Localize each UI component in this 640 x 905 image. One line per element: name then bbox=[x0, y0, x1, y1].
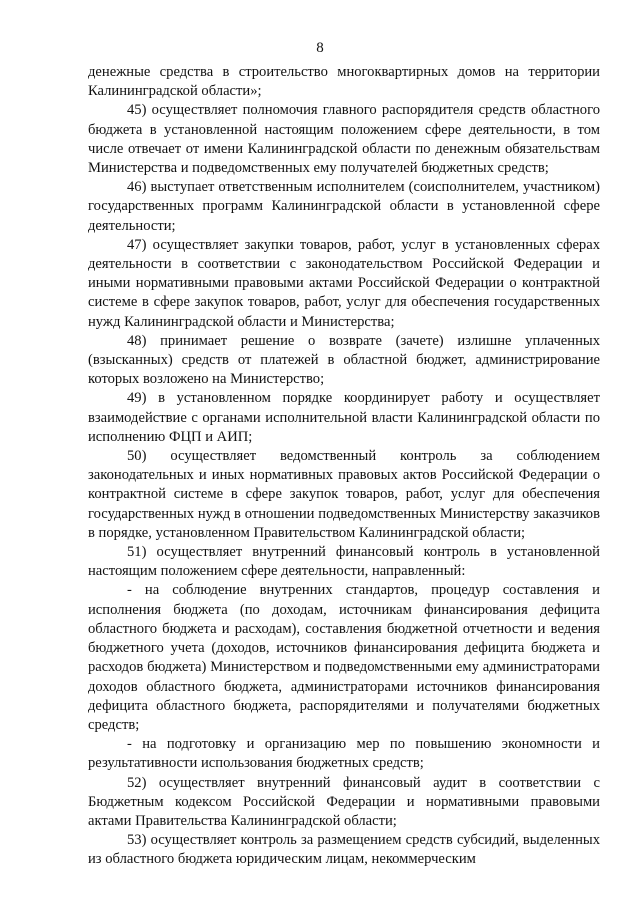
paragraph-item-53: 53) осуществляет контроль за размещением средств субсидий, выделенных из областного бюджета юридическим лицам, некоммерческим bbox=[88, 832, 600, 868]
paragraph-continuation: денежные средства в строительство многоквартирных домов на территории Калининградской области»; bbox=[88, 64, 600, 100]
paragraph-item-48: 48) принимает решение о возврате (зачете) излишне уплаченных (взысканных) средств от платежей в областной бюджет, администрирование которых возложено на Министерство; bbox=[88, 332, 600, 388]
paragraph-item-49: 49) в установленном порядке координирует работу и осуществляет взаимодействие с органами исполнительной власти Калининградской области по исполнению ФЦП и АИП; bbox=[88, 390, 600, 445]
paragraph-item-51-dash-2: - на подготовку и организацию мер по повышению экономности и результативности использования бюджетных средств; bbox=[88, 736, 600, 772]
document-body bbox=[88, 63, 600, 870]
paragraph-item-52: 52) осуществляет внутренний финансовый аудит в соответствии с Бюджетным кодексом Российской Федерации и нормативными правовыми актами Правительства Калининградской области; bbox=[88, 774, 600, 829]
paragraph-item-45: 45) осуществляет полномочия главного распорядителя средств областного бюджета в установленной настоящим положением сфере деятельности, в том числе отвечает от имени Калининградской области по денежным обязательствам Министерства и подведомственных ему получателей бюджетных средств; bbox=[88, 102, 600, 177]
paragraph-item-51: 51) осуществляет внутренний финансовый контроль в установленной настоящим положением сфере деятельности, направленный: bbox=[88, 544, 600, 580]
paragraph-item-46: 46) выступает ответственным исполнителем (соисполнителем, участником) государственных программ Калининградской области в установленной сфере деятельности; bbox=[88, 179, 600, 234]
paragraph-item-47: 47) осуществляет закупки товаров, работ, услуг в установленных сферах деятельности в соответствии с законодательством Российской Федерации и иными нормативными правовыми актами Российской Федерации о контрактной системе в сфере закупок товаров, работ, услуг для обеспечения государственных нужд Калининградской области и Министерства; bbox=[88, 236, 600, 330]
paragraph-item-50: 50) осуществляет ведомственный контроль за соблюдением законодательных и иных нормативных правовых актов Российской Федерации о контрактной системе в сфере закупок товаров, работ, услуг для обеспечения государственных нужд в отношении подведомственных Министерству заказчиков в порядке, установленном Правительством Калининградской области; bbox=[88, 448, 600, 541]
page-number: 8 bbox=[316, 40, 324, 56]
paragraph-item-51-dash-1: - на соблюдение внутренних стандартов, процедур составления и исполнения бюджета (по доходам, источникам финансирования дефицита областного бюджета и расходам), составления бюджетной отчетности и ведения бюджетного учета (доходов, источников финансирования дефицита бюджета и расходов бюджета) Министерством и подведомственными ему администраторами доходов областного бюджета, администраторами источников финансирования дефицита областного бюджета, распорядителями и получателями бюджетных средств; bbox=[88, 582, 600, 733]
